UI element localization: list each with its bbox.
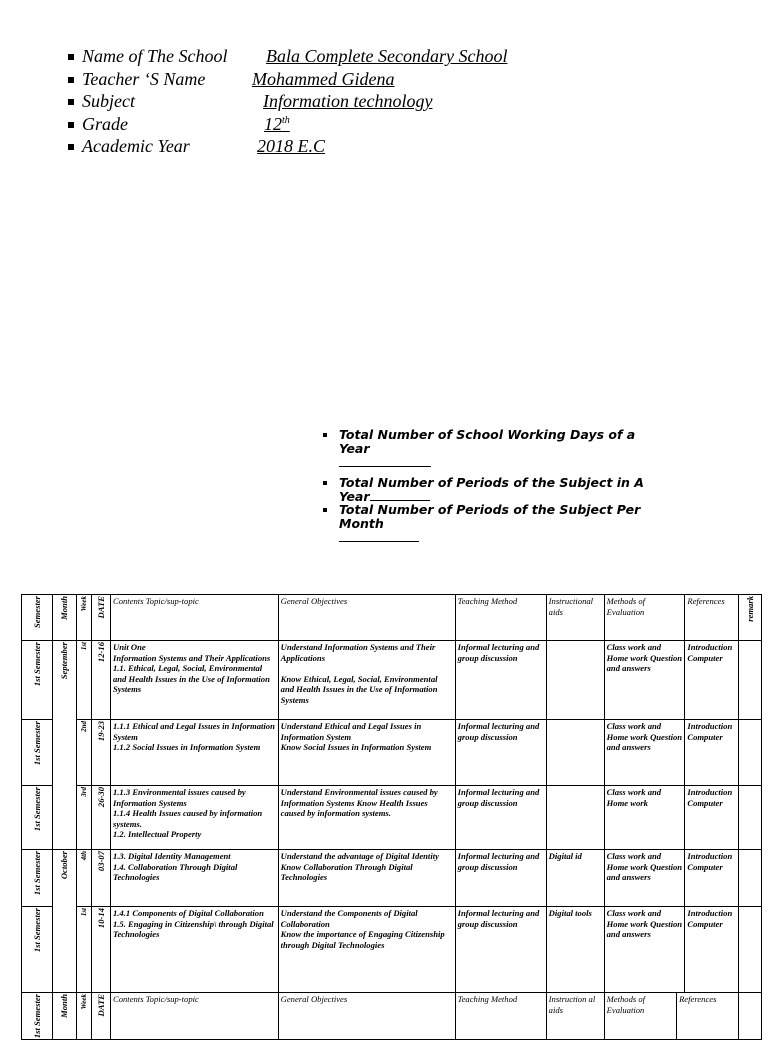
row-date: 19-23	[92, 720, 111, 786]
header-aids: Instructional aids	[546, 595, 604, 641]
row-method: Informal lecturing and group discussion	[455, 720, 546, 786]
bullet-icon	[68, 122, 74, 128]
academic-year-label: Academic Year	[82, 136, 190, 156]
row-contents: 1.1.3 Environmental issues caused by Information Systems 1.1.4 Health Issues caused by information systems. 1.2. Intellectual Property	[110, 786, 278, 850]
row-evaluation: Class work and Home work	[604, 786, 685, 850]
bullet-icon	[68, 77, 74, 83]
table-row	[22, 907, 762, 993]
header-contents: Contents Topic/sup-topic	[110, 993, 278, 1040]
row-evaluation: Class work and Home work Question and answers	[604, 720, 685, 786]
subject-label: Subject	[82, 91, 135, 111]
row-remark	[739, 907, 762, 993]
total-periods-year	[322, 476, 662, 504]
row-method: Informal lecturing and group discussion	[455, 850, 546, 907]
row-objectives: Understand Ethical and Legal Issues in Information System Know Social Issues in Information System	[278, 720, 455, 786]
row-remark	[739, 641, 762, 720]
table-header-row	[22, 595, 762, 641]
row-semester: 1st Semester	[22, 720, 53, 786]
header-evaluation: Methods of Evaluation	[604, 595, 685, 641]
row-week: 2nd	[76, 720, 92, 786]
header-date: DATE	[92, 993, 111, 1040]
total-working-days	[322, 428, 662, 470]
header-semester: Semester	[22, 595, 53, 641]
row-semester: 1st Semester	[22, 850, 53, 907]
bullet-icon	[323, 481, 327, 485]
row-references: Introduction Computer	[685, 850, 739, 907]
table-row	[22, 850, 762, 907]
header-aids: Instruction al aids	[546, 993, 604, 1040]
row-week: 1st	[76, 907, 92, 993]
header-remark: remark	[739, 595, 762, 641]
header-month: Month	[53, 595, 77, 641]
row-references: Introduction Computer	[685, 907, 739, 993]
row-aids	[546, 641, 604, 720]
row-date: 12-16	[92, 641, 111, 720]
row-week: 1st	[76, 641, 92, 720]
grade-label: Grade	[82, 113, 128, 134]
bullet-icon	[68, 54, 74, 60]
row-semester: 1st Semester	[22, 907, 53, 993]
blank-line	[370, 499, 430, 501]
header-date: DATE	[92, 595, 111, 641]
row-contents: 1.1.1 Ethical and Legal Issues in Information System 1.1.2 Social Issues in Information System	[110, 720, 278, 786]
header-remark	[739, 993, 762, 1040]
row-contents: Unit One Information Systems and Their Applications 1.1. Ethical, Legal, Social, Environmental and Health Issues in the Use of Information Systems	[110, 641, 278, 720]
row-semester: 1st Semester	[22, 786, 53, 850]
row-week: 4th	[76, 850, 92, 907]
table-row	[22, 720, 762, 786]
row-date: 10-14	[92, 907, 111, 993]
row-method: Informal lecturing and group discussion	[455, 907, 546, 993]
row-method: Informal lecturing and group discussion	[455, 641, 546, 720]
header-week: Week	[76, 595, 92, 641]
row-remark	[739, 720, 762, 786]
row-objectives: Understand the advantage of Digital Identity Know Collaboration Through Digital Technologies	[278, 850, 455, 907]
bullet-icon	[68, 99, 74, 105]
table-row	[22, 786, 762, 850]
header-semester: 1st Semester	[22, 993, 53, 1040]
row-contents: 1.4.1 Components of Digital Collaboration 1.5. Engaging in Citizenship\ through Digital Technologies	[110, 907, 278, 993]
row-remark	[739, 850, 762, 907]
row-date: 26-30	[92, 786, 111, 850]
row-contents: 1.3. Digital Identity Management 1.4. Collaboration Through Digital Technologies	[110, 850, 278, 907]
blank-line	[339, 465, 431, 467]
row-objectives: Understand Environmental issues caused by Information Systems Know Health Issues caused by information systems.	[278, 786, 455, 850]
row-semester: 1st Semester	[22, 641, 53, 720]
row-evaluation: Class work and Home work Question and answers	[604, 641, 685, 720]
totals-list	[322, 428, 662, 545]
row-week: 3rd	[76, 786, 92, 850]
header-references: References	[677, 993, 739, 1040]
header-method: Teaching Method	[455, 595, 546, 641]
row-aids: Digital id	[546, 850, 604, 907]
total-periods-month-text: Total Number of Periods of the Subject Per Month	[339, 502, 641, 531]
lesson-plan-table	[21, 594, 762, 993]
row-aids	[546, 720, 604, 786]
bullet-icon	[323, 508, 327, 512]
teacher-name-label: Teacher ‘S Name	[82, 68, 206, 89]
blank-line	[339, 540, 419, 542]
row-objectives: Understand the Components of Digital Collaboration Know the importance of Engaging Citizenship through Digital Technologies	[278, 907, 455, 993]
row-references: Introduction Computer	[685, 641, 739, 720]
header-contents: Contents Topic/sup-topic	[110, 595, 278, 641]
row-references: Introduction Computer	[685, 720, 739, 786]
school-name-label: Name of The School	[82, 46, 228, 66]
row-date: 03-07	[92, 850, 111, 907]
teacher-name-value: Mohammed Gidena	[252, 68, 395, 89]
academic-year-value: 2018 E.C	[257, 136, 326, 156]
row-aids: Digital tools	[546, 907, 604, 993]
table-header-row	[22, 993, 762, 1040]
month-october: October	[53, 850, 77, 993]
row-evaluation: Class work and Home work Question and answers	[604, 850, 685, 907]
table-row	[22, 641, 762, 720]
header-week: Week	[76, 993, 92, 1040]
row-references: Introduction Computer	[685, 786, 739, 850]
row-objectives: Understand Information Systems and Their Applications Know Ethical, Legal, Social, Environmental and Health Issues in the Use of Information Systems	[278, 641, 455, 720]
month-september: September	[53, 641, 77, 850]
row-aids	[546, 786, 604, 850]
total-periods-year-text: Total Number of Periods of the Subject in A Year	[339, 475, 644, 504]
bullet-icon	[68, 144, 74, 150]
header-month: Month	[53, 993, 77, 1040]
header-objectives: General Objectives	[278, 993, 455, 1040]
header-references: References	[685, 595, 739, 641]
total-working-days-text: Total Number of School Working Days of a Year	[339, 427, 636, 456]
header-evaluation: Methods of Evaluation	[604, 993, 676, 1040]
subject-value: Information technology	[263, 91, 433, 111]
bullet-icon	[323, 433, 327, 437]
header-method: Teaching Method	[455, 993, 546, 1040]
lesson-plan-table-2	[21, 992, 762, 1040]
grade-value: 12th	[264, 113, 290, 134]
row-method: Informal lecturing and group discussion	[455, 786, 546, 850]
total-periods-month	[322, 503, 662, 545]
row-evaluation: Class work and Home work Question and answers	[604, 907, 685, 993]
school-name-value: Bala Complete Secondary School	[266, 46, 508, 66]
header-objectives: General Objectives	[278, 595, 455, 641]
row-remark	[739, 786, 762, 850]
